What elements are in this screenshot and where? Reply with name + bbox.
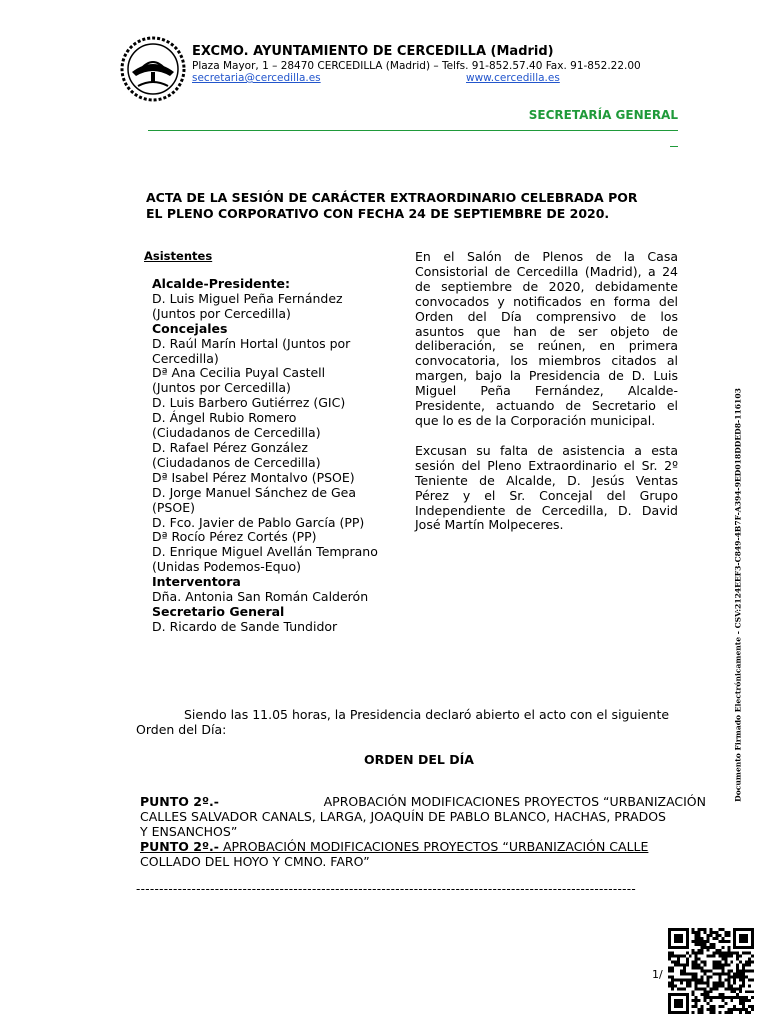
organization-address: Plaza Mayor, 1 – 28470 CERCEDILLA (Madrid) – Telfs. 91-852.57.40 Fax. 91-852.22.00	[192, 60, 641, 72]
header-divider	[148, 130, 678, 131]
qr-code-icon	[668, 928, 754, 1014]
intro-line: convocados y notificados en forma del	[415, 293, 678, 309]
opening-line: Orden del Día:	[136, 722, 227, 737]
intro-line: Independiente de Cercedilla, D. David	[415, 502, 678, 518]
agenda-item-text: CALLES SALVADOR CANALS, LARGA, JOAQUÍN DE PABLO BLANCO, HACHAS, PRADOS	[140, 808, 666, 824]
attendee-line: (Unidas Podemos-Equo)	[152, 559, 301, 575]
attendees-list	[152, 277, 414, 635]
attendee-line: Dª Isabel Pérez Montalvo (PSOE)	[152, 469, 355, 485]
attendee-line: (Juntos por Cercedilla)	[152, 305, 291, 321]
agenda-item-label: PUNTO 2º.-	[140, 838, 219, 854]
intro-line: Presidente, actuando de Secretario el	[415, 398, 678, 414]
attendee-line: D. Ricardo de Sande Tundidor	[152, 618, 338, 634]
document-title	[146, 190, 680, 222]
agenda-item-text: APROBACIÓN MODIFICACIONES PROYECTOS “URBANIZACIÓN	[323, 794, 706, 809]
agenda-item-label: PUNTO 2º.-	[140, 794, 219, 809]
intro-line: Teniente de Alcalde, D. Jesús Ventas	[415, 472, 678, 488]
attendee-line: D. Luis Miguel Peña Fernández	[152, 290, 343, 306]
intro-line: Orden del Día comprensivo de los	[415, 308, 678, 324]
intro-line: Excusan su falta de asistencia a esta	[415, 442, 678, 458]
intro-line: convocatoria, los miembros citados al	[415, 353, 678, 369]
organization-name: EXCMO. AYUNTAMIENTO DE CERCEDILLA (Madrid)	[192, 44, 554, 59]
email-link[interactable]: secretaria@cercedilla.es	[192, 72, 321, 84]
attendee-line: D. Enrique Miguel Avellán Temprano	[152, 544, 378, 560]
document-title-line: EL PLENO CORPORATIVO CON FECHA 24 DE SEPTIEMBRE DE 2020.	[146, 206, 610, 221]
intro-text	[415, 250, 678, 533]
attendee-line: (Juntos por Cercedilla)	[152, 380, 291, 396]
intro-line: Miguel Peña Fernández, Alcalde-	[415, 383, 678, 399]
attendee-line: (PSOE)	[152, 499, 195, 515]
attendees-heading: Asistentes	[144, 249, 213, 263]
attendee-line: Cercedilla)	[152, 350, 219, 366]
attendee-line: D. Rafael Pérez González	[152, 439, 308, 455]
website-link[interactable]: www.cercedilla.es	[466, 72, 560, 84]
attendee-line: D. Fco. Javier de Pablo García (PP)	[152, 514, 365, 530]
header-divider-mark	[670, 146, 678, 147]
municipal-logo	[120, 36, 186, 102]
agenda-item-text: Y ENSANCHOS”	[140, 823, 238, 839]
intro-line: deliberación, se reúnen, en primera	[415, 338, 678, 354]
paragraph-gap	[415, 429, 678, 444]
opening-line: Siendo las 11.05 horas, la Presidencia declaró abierto el acto con el siguiente	[184, 707, 670, 722]
intro-line: que lo es de la Corporación municipal.	[415, 412, 656, 428]
separator-line: ------------------------------------------------------------------------------------------------------------	[136, 882, 637, 896]
attendee-line: (Ciudadanos de Cercedilla)	[152, 425, 321, 441]
attendee-line: (Ciudadanos de Cercedilla)	[152, 454, 321, 470]
intro-line: margen, bajo la Presidencia de D. Luis	[415, 368, 678, 384]
section-title: SECRETARÍA GENERAL	[528, 108, 678, 122]
agenda-items	[140, 795, 706, 870]
signature-stamp	[731, 388, 745, 802]
attendees-role-heading: Concejales	[152, 320, 228, 336]
attendees-role-heading: Interventora	[152, 574, 241, 590]
intro-line: José Martín Molpeceres.	[415, 517, 564, 533]
attendee-line: D. Raúl Marín Hortal (Juntos por	[152, 335, 351, 351]
attendee-line: Dña. Antonia San Román Calderón	[152, 589, 369, 605]
intro-line: de septiembre de 2020, debidamente	[415, 278, 678, 294]
intro-line: asuntos que han de ser objeto de	[415, 323, 678, 339]
attendee-line: Dª Rocío Pérez Cortés (PP)	[152, 529, 317, 545]
attendees-role-heading: Secretario General	[152, 603, 285, 619]
document-title-line: ACTA DE LA SESIÓN DE CARÁCTER EXTRAORDINARIO CELEBRADA POR	[146, 190, 638, 205]
intro-line: En el Salón de Plenos de la Casa	[415, 249, 678, 264]
agenda-item-2-first-line	[140, 840, 706, 855]
attendee-line: D. Luis Barbero Gutiérrez (GIC)	[152, 395, 346, 411]
intro-line: Pérez y el Sr. Concejal del Grupo	[415, 487, 678, 503]
attendee-line: D. Jorge Manuel Sánchez de Gea	[152, 484, 357, 500]
agenda-item-text: APROBACIÓN MODIFICACIONES PROYECTOS “URBANIZACIÓN CALLE	[218, 838, 649, 854]
attendee-line: D. Ángel Rubio Romero	[152, 410, 297, 426]
signature-stamp-text: Documento Firmado Electrónicamente - CSV:2124EEF3-C849-4B7F-A394-9ED018DDED8-116103	[733, 388, 743, 802]
intro-line: Consistorial de Cercedilla (Madrid), a 24	[415, 263, 678, 279]
opening-paragraph	[136, 707, 706, 737]
attendee-line: Dª Ana Cecilia Puyal Castell	[152, 365, 326, 381]
page-number: 1/	[652, 968, 663, 981]
agenda-item-text: COLLADO DEL HOYO Y CMNO. FARO”	[140, 853, 370, 869]
agenda-heading: ORDEN DEL DÍA	[364, 752, 474, 767]
agenda-item-1-first-line	[140, 795, 706, 810]
intro-line: sesión del Pleno Extraordinario el Sr. 2º	[415, 457, 678, 473]
attendees-role-heading: Alcalde-Presidente:	[152, 276, 291, 291]
